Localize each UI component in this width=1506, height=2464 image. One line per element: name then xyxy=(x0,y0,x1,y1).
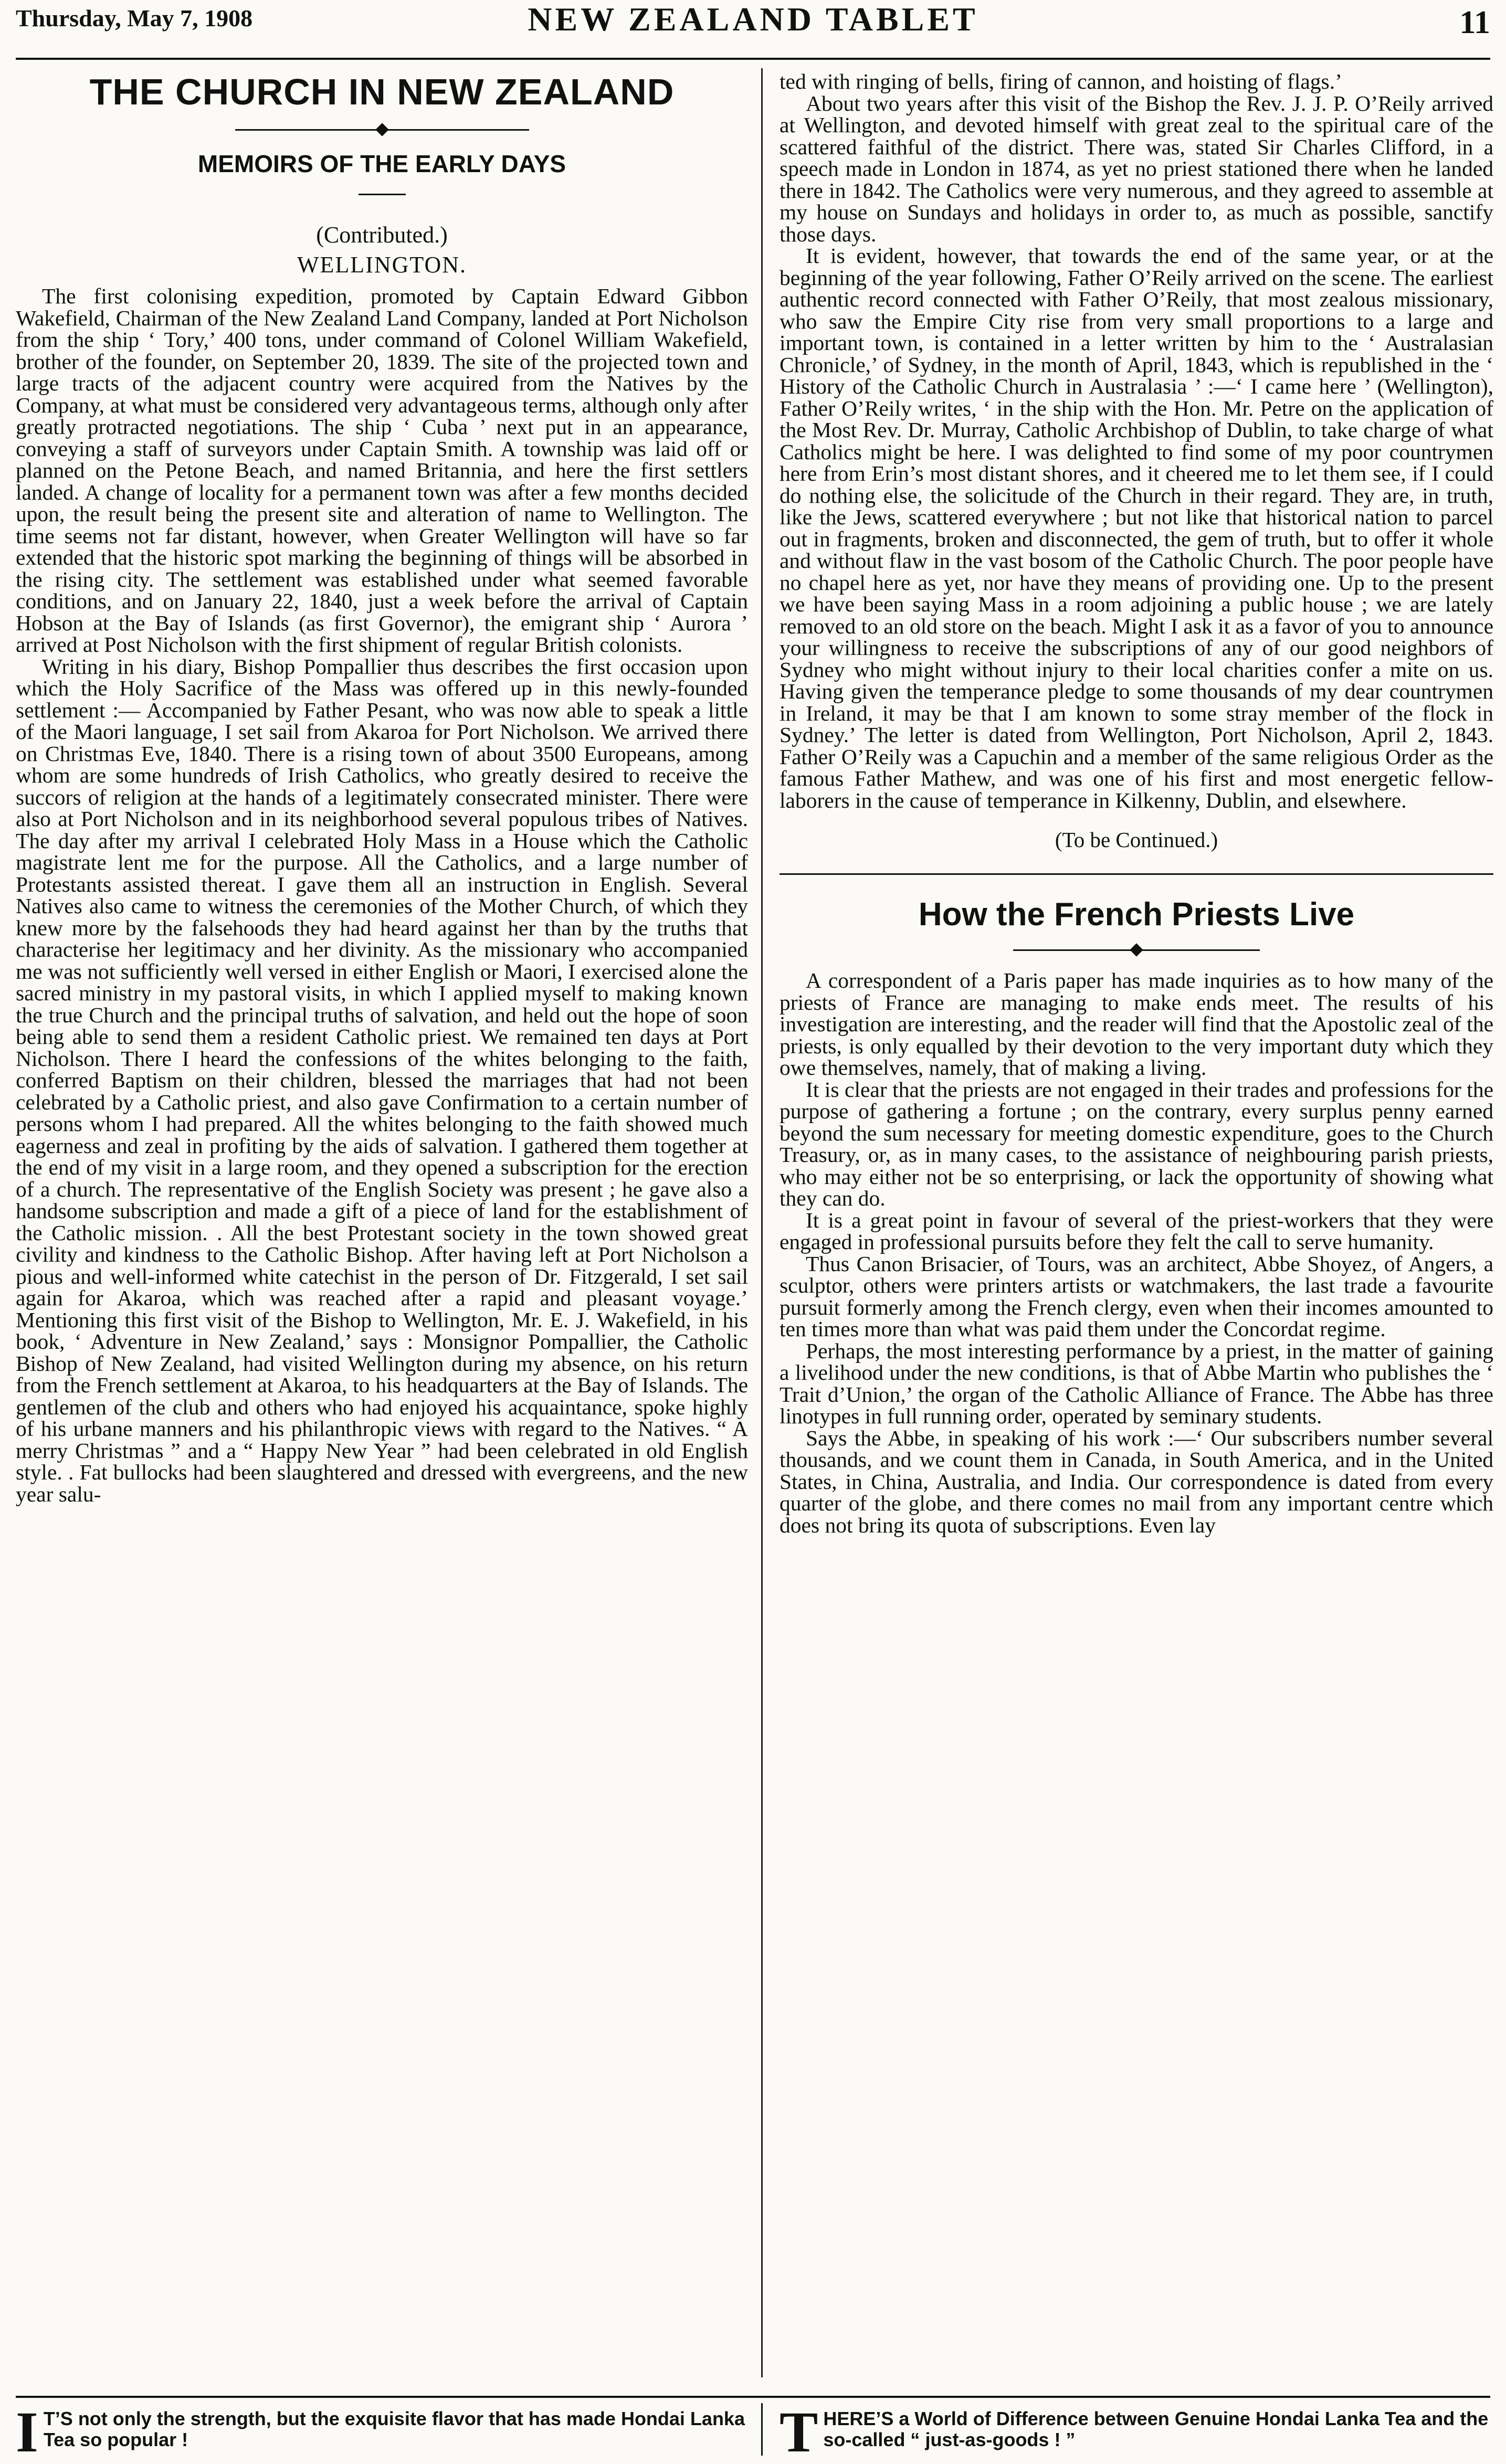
paragraph: A correspondent of a Paris paper has made inquiries as to how many of the priests of France are managing to make ends meet. The results of his investigation are interesting, and the reader will find that the Apostolic zeal of the priests, is only equalled by their devotion to the very important duty which they owe themselves, namely, that of making a living. xyxy=(780,968,1493,1080)
paragraph: About two years after this visit of the Bishop the Rev. J. J. P. O’Reily arrived at Wellington, and devoted himself with great zeal to the spiritual care of the scattered faithful of the district. There was, stated Sir Charles Clifford, in a speech made in London in 1874, as yet no priest stationed there when he landed there in 1842. The Catholics were very numerous, and they agreed to assemble at my house on Sundays and holidays in order to, as much as possible, sanctify those days. xyxy=(780,91,1493,246)
contributed-note: (Contributed.) xyxy=(316,222,448,248)
article-headline: THE CHURCH IN NEW ZEALAND xyxy=(89,71,675,112)
tea-advertisement-right xyxy=(780,2400,1504,2464)
paragraph: The first colonising expedition, promoted by Captain Edward Gibbon Wakefield, Chairman of the New Zealand Land Company, landed at Port Nicholson from the ship ‘ Tory,’ 400 tons, under command of Colonel William Wakefield, brother of the founder, on September 20, 1839. The site of the projected town and large tracts of the adjacent country were acquired from the Natives by the Company, at what must be considered very advantageous terms, although only after greatly protracted negotiations. The ship ‘ Cuba ’ next put in an appearance, conveying a staff of surveyors under Captain Smith. A township was laid off or planned on the Petone Beach, and named Britannia, and here the first settlers landed. A change of locality for a permanent town was after a few months decided upon, the result being the present site and alteration of name to Wellington. The time seems not far distant, however, when Greater Wellington will have so far extended that the historic spot marking the beginning of things will be absorbed in the rising city. The settlement was established under what seemed favorable conditions, and on January 22, 1840, just a week before the arrival of Captain Hobson at the Bay of Islands (as first Governor), the emigrant ship ‘ Aurora ’ arrived at Post Nicholson with the first shipment of regular British colonists. xyxy=(16,284,748,657)
to-be-continued: (To be Continued.) xyxy=(1055,828,1218,852)
section-rule xyxy=(780,873,1493,875)
paragraph: ted with ringing of bells, firing of cannon, and hoisting of flags.’ xyxy=(780,69,1342,93)
ornament-divider xyxy=(1013,947,1260,954)
ornament-divider xyxy=(235,126,529,134)
article-subhead: MEMOIRS OF THE EARLY DAYS xyxy=(197,150,566,177)
article-continuation xyxy=(780,71,1493,811)
column-divider xyxy=(761,68,763,2377)
paragraph: It is evident, however, that towards the end of the same year, or at the beginning of the year following, Father O’Reily arrived on the scene. The earliest authentic record connected with Father O’Reily, that most zealous missionary, who saw the Empire City rise from very small proportions to a large and important town, is contained in a letter written by him to the ‘ Australasian Chronicle,’ of Sydney, in the month of April, 1843, which is republished in the ‘ History of the Catholic Church in Australasia ’ :—‘ I came here ’ (Wellington), Father O’Reily writes, ‘ in the ship with the Hon. Mr. Petre on the application of the Most Rev. Dr. Murray, Catholic Archbishop of Dublin, to take charge of what Catholics might be here. I was delighted to find some of my poor countrymen here from Erin’s most distant shores, and it cheered me to let them see, if I could do nothing else, the solicitude of the Church in their regard. They are, in truth, like the Jews, scattered everywhere ; but not like that historical nation to parcel out in fragments, broken and disconnected, the gem of truth, but to offer it whole and without flaw in the vast bosom of the Catholic Church. The poor people have no chapel here as yet, nor have they means of providing one. Up to the present we have been saying Mass in a room adjoining a public house ; we are lately removed to an old store on the beach. Might I ask it as a favor of you to announce your willingness to receive the subscriptions of any of our good neighbors of Sydney who might without injury to their local charities confer a mite on us. Having given the temperance pledge to some thousands of my dear countrymen in Ireland, it may be that I am known to some stray member of the flock in Sydney.’ The letter is dated from Wellington, Port Nicholson, April 2, 1843. Father O’Reily was a Capuchin and a member of the same religious Order as the famous Father Mathew, and was one of his first and most energetic fellow-laborers in the cause of temperance in Kilkenny, Dublin, and elsewhere. xyxy=(780,244,1493,812)
drop-cap: T xyxy=(780,2400,818,2464)
paragraph: Writing in his diary, Bishop Pompallier thus describes the first occasion upon which the Holy Sacrifice of the Mass was offered up in this newly-founded settlement :— Accompanied by Father Pesant, who was now able to speak a little of the Maori language, I set sail from Akaroa for Port Nicholson. We arrived there on Christmas Eve, 1840. There is a rising town of about 3500 Europeans, among whom are some hundreds of Irish Catholics, who greatly desired to receive the succors of religion at the hands of a legitimately consecrated minister. There were also at Port Nicholson and in its neighborhood several populous tribes of Natives. The day after my arrival I celebrated Holy Mass in a House which the Catholic magistrate lent me for the purpose. All the Catholics, and a large number of Protestants assisted thereat. I gave them all an instruction in English. Several Natives also came to witness the ceremonies of the Mother Church, of which they knew more by the falsehoods they had heard against her than by the truths that characterise her legitimacy and her divinity. As the missionary who accompanied me was not sufficiently well versed in either English or Maori, I exercised alone the sacred ministry in my pastoral visits, in which I applied myself to making known the true Church and the principal truths of salvation, and held out the hope of soon being able to send them a resident Catholic priest. We remained ten days at Port Nicholson. There I heard the confessions of the whites belonging to the faith, conferred Baptism on their children, blessed the marriages that had not been celebrated by a Catholic priest, and also gave Confirmation to a certain number of persons whom I had prepared. All the whites belonging to the faith showed much eagerness and zeal in profiting by the aids of salvation. I gathered them together at the end of my visit in a large room, and they opened a subscription for the erection of a church. The representative of the English Society was present ; he gave also a handsome subscription and made a gift of a piece of land for the establishment of the Catholic mission. . All the best Protestant society in the town showed great civility and kindness to the Catholic Bishop. After having left at Port Nicholson a pious and well-informed white catechist in the person of Dr. Fitzgerald, I set sail again for Akaroa, which was reached after a rapid and pleasant voyage.’ Mentioning this first visit of the Bishop to Wellington, Mr. E. J. Wakefield, in his book, ‘ Adventure in New Zealand,’ says : Monsignor Pompallier, the Catholic Bishop of New Zealand, had visited Wellington during my absence, on his return from the French settlement at Akaroa, to his headquarters at the Bay of Islands. The gentlemen of the club and others who had enjoyed his acquaintance, spoke highly of his urbane manners and his philanthropic views with regard to the Natives. “ A merry Christmas ” and a “ Happy New Year ” had been celebrated in old English style. . Fat bullocks had been slaughtered and dressed with evergreens, and the new year salu- xyxy=(16,654,748,1506)
issue-date: Thursday, May 7, 1908 xyxy=(16,5,253,31)
ad-divider xyxy=(761,2403,763,2456)
short-rule xyxy=(359,194,406,195)
right-column xyxy=(780,71,1493,2377)
paragraph: Says the Abbe, in speaking of his work :—‘ Our subscribers number several thousands, and we count them in Canada, in South America, and in the United States, in China, Australia, and India. Our correspondence is dated from every quarter of the globe, and there comes no mail from any important centre which does not bring its quota of subscriptions. Even lay xyxy=(780,1425,1493,1537)
left-column xyxy=(16,71,748,2377)
paragraph: Perhaps, the most interesting performance by a priest, in the matter of gaining a livelihood under the new conditions, is that of Abbe Martin who publishes the ‘ Trait d’Union,’ the organ of the Catholic Alliance of France. The Abbe has three linotypes in full running order, operated by seminary students. xyxy=(780,1338,1493,1428)
drop-cap: I xyxy=(16,2400,38,2464)
ad-text: HERE’S a World of Difference between Genuine Hondai Lanka Tea and the so-called “ just-as-goods ! ” xyxy=(823,2408,1489,2450)
tea-advertisement-left xyxy=(16,2400,745,2464)
second-article-headline: How the French Priests Live xyxy=(918,896,1355,933)
footer-ads xyxy=(16,2396,1490,2464)
paragraph: It is clear that the priests are not engaged in their trades and professions for the purpose of gathering a fortune ; on the contrary, every surplus penny earned beyond the sum necessary for meeting domestic expenditure, goes to the Church Treasury, or, as in many cases, to the assistance of neighbouring parish priests, who may either not be so enterprising, or lack the opportunity of showing what they can do. xyxy=(780,1077,1493,1210)
page-number: 11 xyxy=(1459,5,1490,40)
masthead xyxy=(16,0,1490,60)
dateline: WELLINGTON. xyxy=(297,252,467,278)
ad-text: T’S not only the strength, but the exquisite flavor that has made Hondai Lanka Tea so popular ! xyxy=(43,2408,745,2450)
newspaper-title: NEW ZEALAND TABLET xyxy=(528,1,978,38)
article-body xyxy=(16,285,748,1505)
paragraph: Thus Canon Brisacier, of Tours, was an architect, Abbe Shoyez, of Angers, a sculptor, others were printers artists or watchmakers, the last trade a favourite pursuit formerly among the French clergy, even when their incomes amounted to ten times more than what was paid them under the Concordat regime. xyxy=(780,1251,1493,1341)
paragraph: It is a great point in favour of several of the priest-workers that they were engaged in professional pursuits before they felt the call to serve humanity. xyxy=(780,1208,1493,1254)
second-article-body xyxy=(780,970,1493,1536)
